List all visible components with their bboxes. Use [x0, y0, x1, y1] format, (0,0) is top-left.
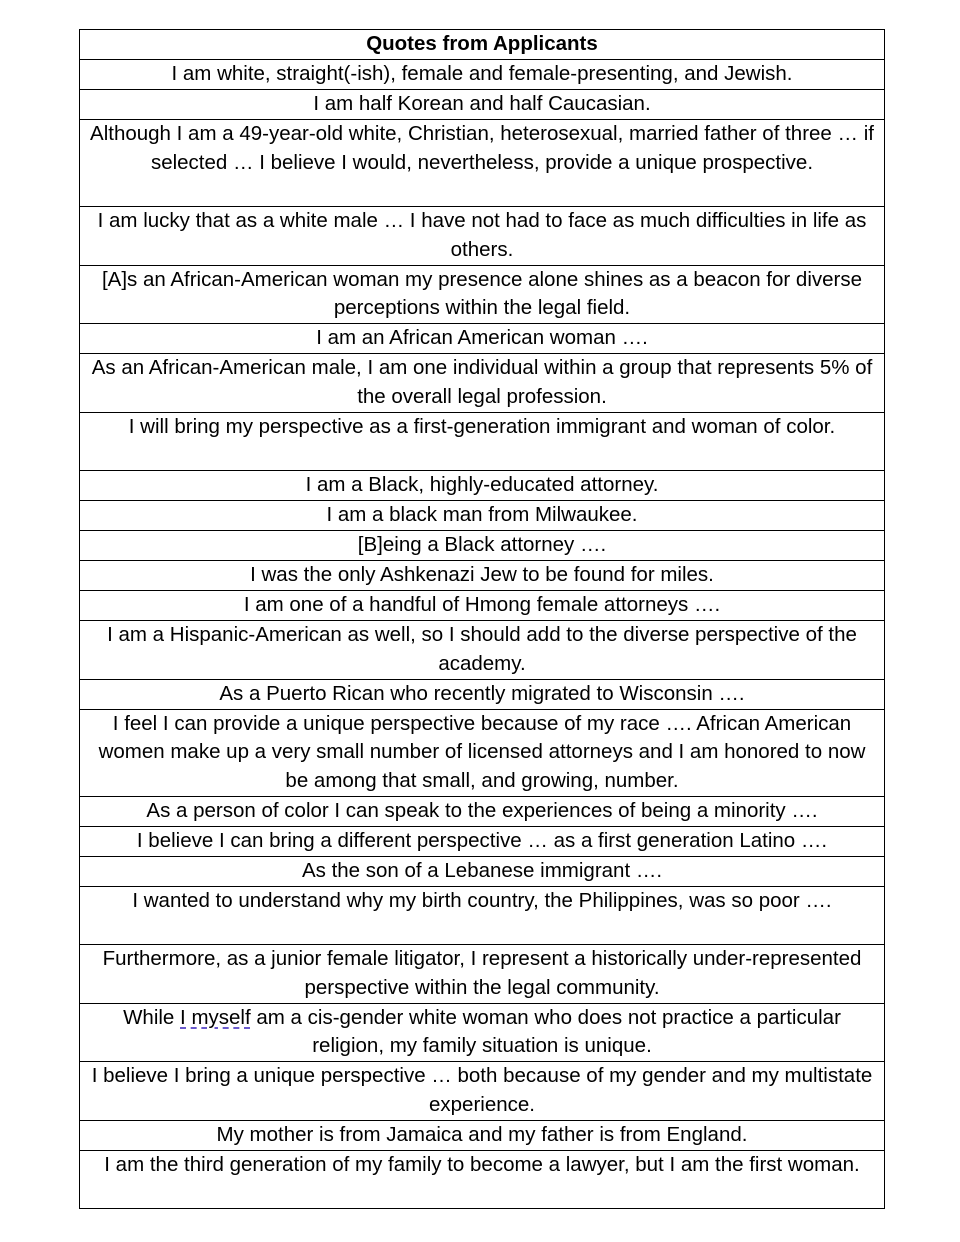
- quote-text-after: am a cis-gender white woman who does not practice a particular religion, my family situation is unique.: [250, 1005, 841, 1058]
- table-row: [80, 1003, 885, 1062]
- table-row: [80, 120, 885, 207]
- table-row: [80, 945, 885, 1004]
- table-row: [80, 324, 885, 354]
- table-header-row: [80, 30, 885, 60]
- quote-cell: I am white, straight(-ish), female and female-presenting, and Jewish.: [80, 60, 885, 90]
- table-body: [80, 60, 885, 1209]
- quote-cell: I was the only Ashkenazi Jew to be found for miles.: [80, 561, 885, 591]
- table-row: [80, 856, 885, 886]
- quote-cell: As the son of a Lebanese immigrant ….: [80, 856, 885, 886]
- table-row: [80, 709, 885, 796]
- table-row: [80, 60, 885, 90]
- quote-cell: I believe I bring a unique perspective … both because of my gender and my multistate experience.: [80, 1062, 885, 1121]
- table-row: [80, 531, 885, 561]
- quote-cell: I feel I can provide a unique perspective because of my race …. African American women make up a very small number of licensed attorneys and I am honored to now be among that small, and growing, number.: [80, 709, 885, 796]
- quote-text-before: While: [123, 1005, 181, 1029]
- table-row: [80, 561, 885, 591]
- table-row: [80, 471, 885, 501]
- table-row: [80, 1062, 885, 1121]
- quote-cell: [B]eing a Black attorney ….: [80, 531, 885, 561]
- quote-cell: I am a Black, highly-educated attorney.: [80, 471, 885, 501]
- quote-cell: I am lucky that as a white male … I have not had to face as much difficulties in life as others.: [80, 207, 885, 266]
- table-row: [80, 265, 885, 324]
- quote-cell: I am half Korean and half Caucasian.: [80, 90, 885, 120]
- quote-cell: [80, 1003, 885, 1062]
- table-row: [80, 1150, 885, 1209]
- quote-cell: I am an African American woman ….: [80, 324, 885, 354]
- quote-cell: [A]s an African-American woman my presence alone shines as a beacon for diverse perceptions within the legal field.: [80, 265, 885, 324]
- quote-cell: I am one of a handful of Hmong female attorneys ….: [80, 591, 885, 621]
- table-row: [80, 1120, 885, 1150]
- spellcheck-flagged-text[interactable]: I myself: [180, 1005, 251, 1029]
- table-row: [80, 796, 885, 826]
- quote-cell: As a Puerto Rican who recently migrated to Wisconsin ….: [80, 679, 885, 709]
- table-row: [80, 501, 885, 531]
- quote-cell: I wanted to understand why my birth country, the Philippines, was so poor ….: [80, 886, 885, 945]
- quote-cell: As an African-American male, I am one individual within a group that represents 5% of the overall legal profession.: [80, 354, 885, 413]
- quote-cell: I am a black man from Milwaukee.: [80, 501, 885, 531]
- table-header: Quotes from Applicants: [80, 30, 885, 60]
- table-row: [80, 207, 885, 266]
- table-row: [80, 90, 885, 120]
- table-row: [80, 886, 885, 945]
- table-row: [80, 679, 885, 709]
- quote-cell: Although I am a 49-year-old white, Christian, heterosexual, married father of three … if selected … I believe I would, nevertheless, provide a unique prospective.: [80, 120, 885, 207]
- quote-cell: I am the third generation of my family to become a lawyer, but I am the first woman.: [80, 1150, 885, 1209]
- table-row: [80, 621, 885, 680]
- quote-cell: As a person of color I can speak to the experiences of being a minority ….: [80, 796, 885, 826]
- quote-cell: I believe I can bring a different perspective … as a first generation Latino ….: [80, 826, 885, 856]
- table-row: [80, 591, 885, 621]
- table-row: [80, 354, 885, 413]
- quote-cell: Furthermore, as a junior female litigator, I represent a historically under-represented perspective within the legal community.: [80, 945, 885, 1004]
- quote-cell: I am a Hispanic-American as well, so I should add to the diverse perspective of the academy.: [80, 621, 885, 680]
- quote-cell: My mother is from Jamaica and my father is from England.: [80, 1120, 885, 1150]
- table-row: [80, 826, 885, 856]
- table-row: [80, 412, 885, 471]
- quotes-table: [79, 29, 885, 1209]
- quote-cell: I will bring my perspective as a first-generation immigrant and woman of color.: [80, 412, 885, 471]
